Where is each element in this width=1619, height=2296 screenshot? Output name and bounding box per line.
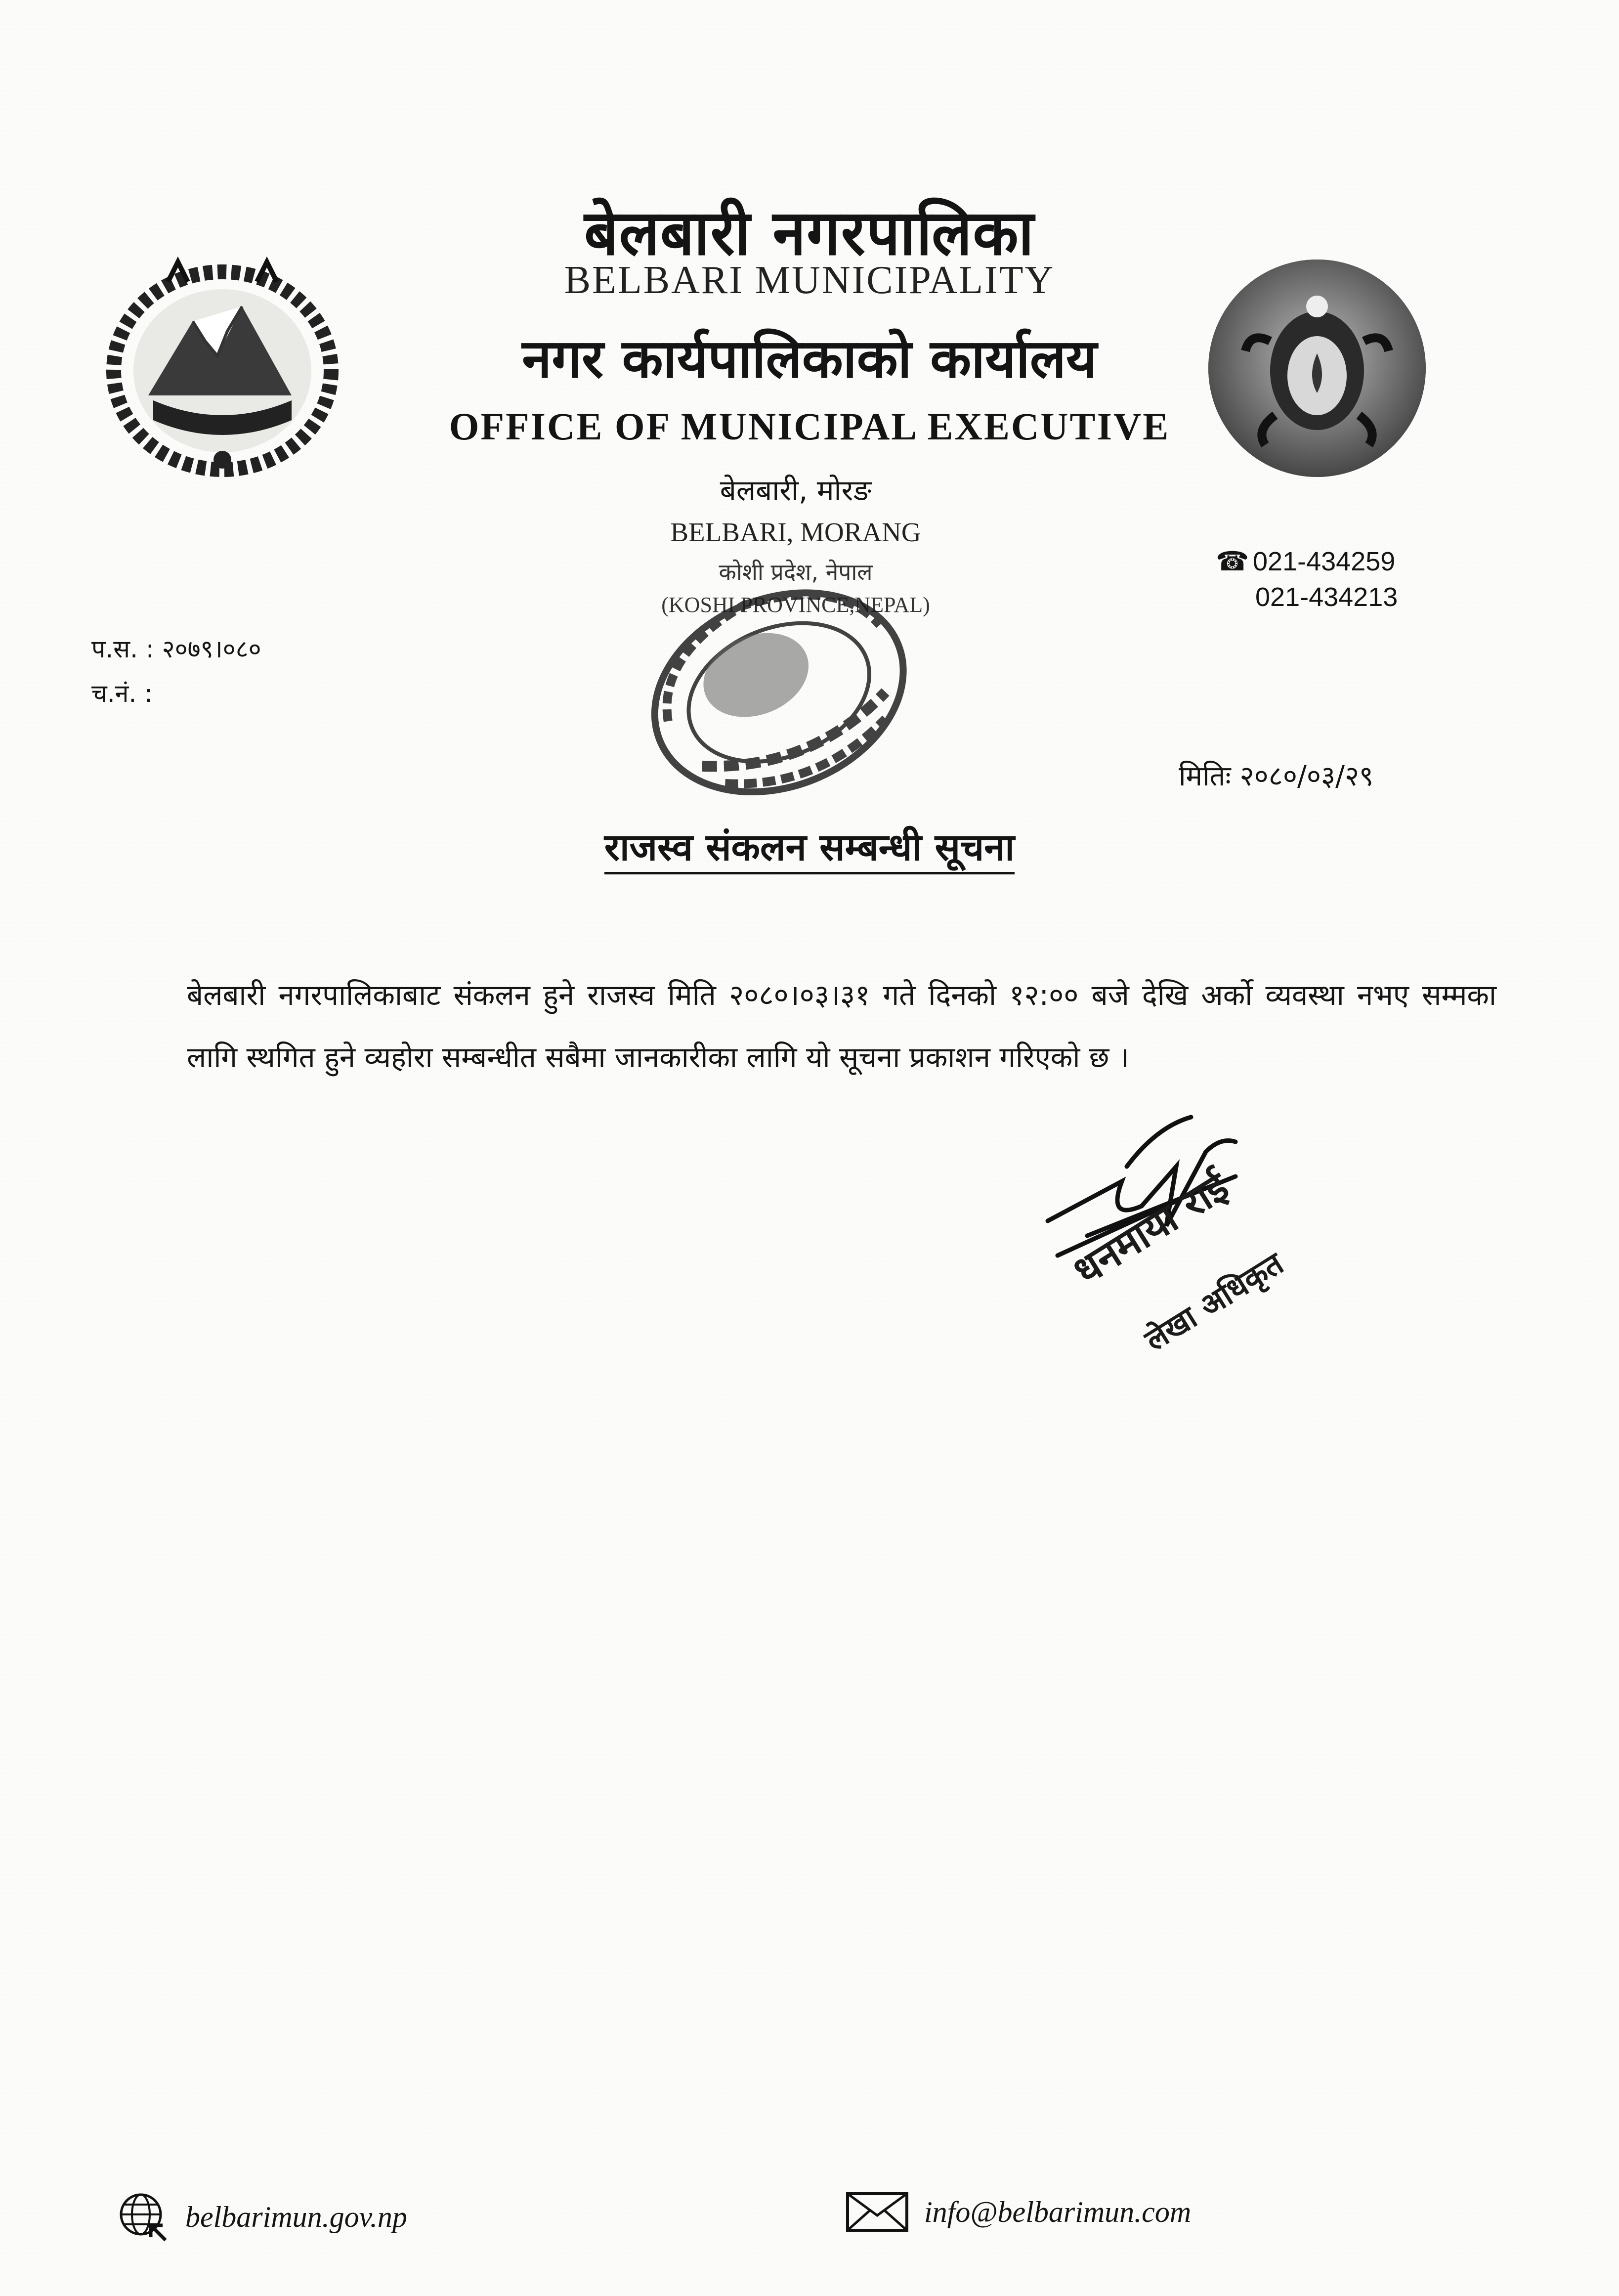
- footer-email: [845, 2190, 1191, 2234]
- province-nepali: कोशी प्रदेश, नेपाल: [719, 559, 873, 585]
- footer-website: [116, 2190, 407, 2244]
- location-nepali: बेलबारी, मोरङ: [720, 474, 872, 507]
- website-link[interactable]: belbarimun.gov.np: [185, 2200, 407, 2233]
- chalani-number: च.नं. :: [91, 679, 153, 708]
- province-english: (KOSHI PROVINCE,NEPAL): [661, 593, 930, 617]
- phone-number-1: 021-434259: [1253, 547, 1396, 576]
- email-link[interactable]: info@belbarimun.com: [924, 2195, 1192, 2228]
- notice-subject-text: राजस्व संकलन सम्बन्धी सूचना: [604, 825, 1015, 874]
- envelope-icon: [845, 2190, 909, 2234]
- location-english: BELBARI, MORANG: [670, 517, 921, 547]
- notice-body: बेलबारी नगरपालिकाबाट संकलन हुने राजस्व मिति २०८०।०३।३१ गते दिनको १२:०० बजे देखि अर्को व्यवस्था नभए सम्मका लागि स्थगित हुने व्यहोरा सम्बन्धीत सबैमा जानकारीका लागि यो सूचना प्रकाशन गरिएको छ ।: [187, 978, 1496, 1074]
- signatory-name: धनमाया राई: [1065, 1163, 1236, 1295]
- signatory-role: लेखा अधिकृत: [1138, 1245, 1290, 1358]
- notice-subject: [0, 821, 1619, 871]
- reference-block: [91, 627, 261, 716]
- office-title-nepali: नगर कार्यपालिकाको कार्यालय: [522, 328, 1097, 390]
- municipality-title-nepali: बेलबारी नगरपालिका: [584, 197, 1035, 269]
- telephone-icon: ☎: [1216, 547, 1249, 576]
- office-title-english: OFFICE OF MUNICIPAL EXECUTIVE: [449, 405, 1170, 448]
- municipality-title-english: BELBARI MUNICIPALITY: [564, 259, 1055, 302]
- office-stamp-seal: [623, 568, 939, 825]
- patra-sankhya: प.स. : २०७९।०८०: [91, 635, 261, 663]
- phone-numbers: [1216, 544, 1398, 615]
- letter-date: मितिः २०८०/०३/२९: [1179, 760, 1374, 792]
- globe-icon: [116, 2190, 170, 2244]
- phone-number-2: 021-434213: [1255, 582, 1398, 612]
